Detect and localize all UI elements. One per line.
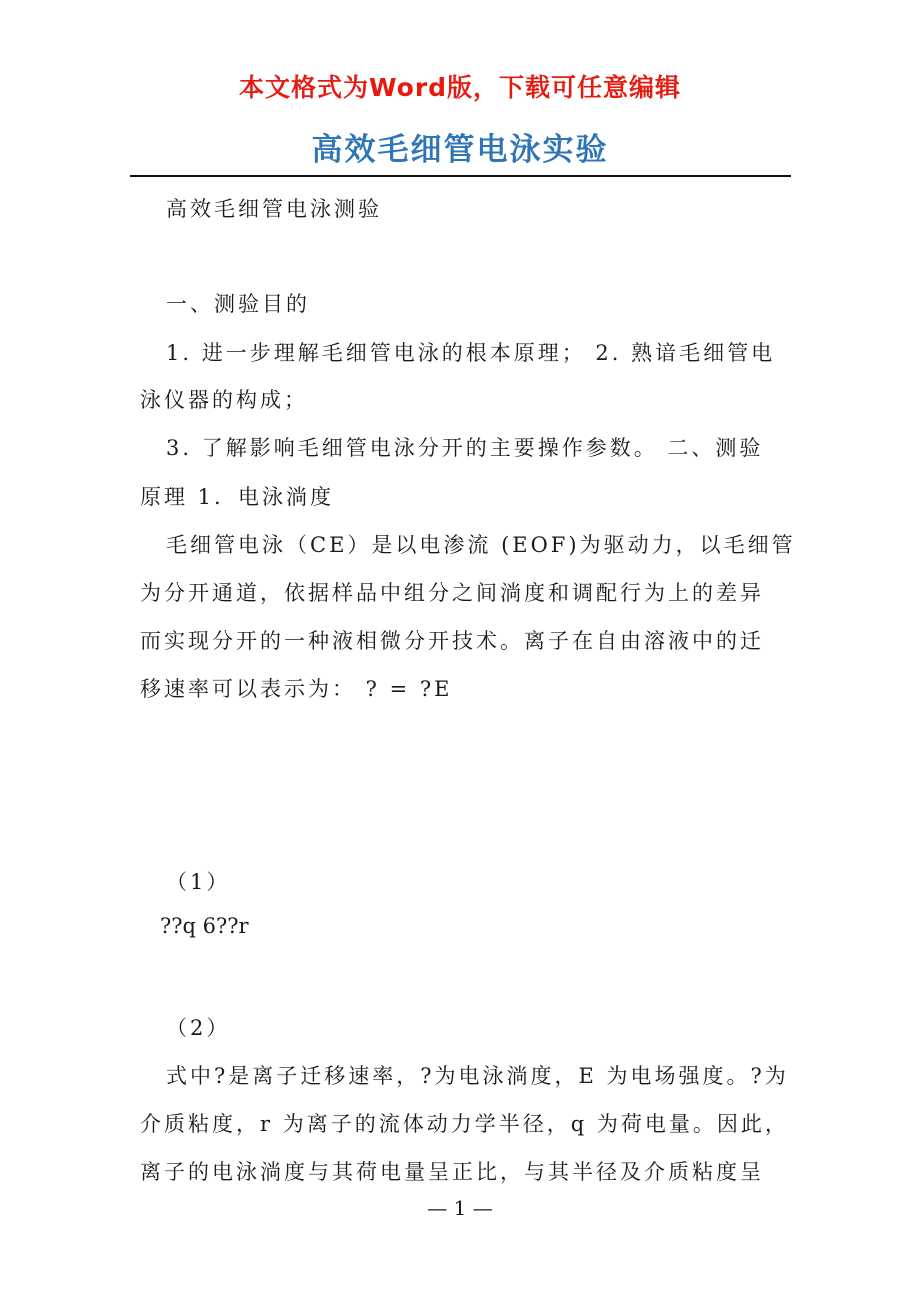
paragraph-line: 介质粘度，r 为离子的流体动力学半径，q 为荷电量。因此，: [140, 1112, 789, 1136]
paragraph-line: 毛细管电泳（CE）是以电渗流 (EOF)为驱动力，以毛细管: [166, 533, 796, 557]
equation-number-2: （2）: [166, 1016, 231, 1040]
paragraph-line: 原理 1．电泳淌度: [140, 485, 335, 509]
subtitle-line: 高效毛细管电泳测验: [166, 197, 382, 221]
equation-number-1: （1）: [166, 870, 231, 894]
format-notice-banner: 本文格式为Word版，下载可任意编辑: [238, 73, 682, 102]
paragraph-line: 为分开通道，依据样品中组分之间淌度和调配行为上的差异: [140, 581, 764, 605]
formula-line: ??q 6??r: [160, 914, 249, 938]
formula-line: 移速率可以表示为： ? = ?E: [140, 677, 453, 701]
title-divider: [130, 175, 791, 177]
paragraph-line: 式中?是离子迁移速率，?为电泳淌度，E 为电场强度。?为: [166, 1064, 789, 1088]
paragraph-line: 而实现分开的一种液相微分开技术。离子在自由溶液中的迁: [140, 629, 764, 653]
paragraph-line: 泳仪器的构成；: [140, 388, 308, 412]
paragraph-line: 1. 进一步理解毛细管电泳的根本原理； 2. 熟谙毛细管电: [166, 341, 776, 365]
paragraph-line: 3. 了解影响毛细管电泳分开的主要操作参数。 二、测验: [166, 436, 764, 460]
section-heading-objective: 一、测验目的: [166, 292, 310, 316]
page-number: — 1 —: [427, 1196, 493, 1220]
document-title: 高效毛细管电泳实验: [311, 132, 609, 168]
paragraph-line: 离子的电泳淌度与其荷电量呈正比，与其半径及介质粘度呈: [140, 1160, 764, 1184]
